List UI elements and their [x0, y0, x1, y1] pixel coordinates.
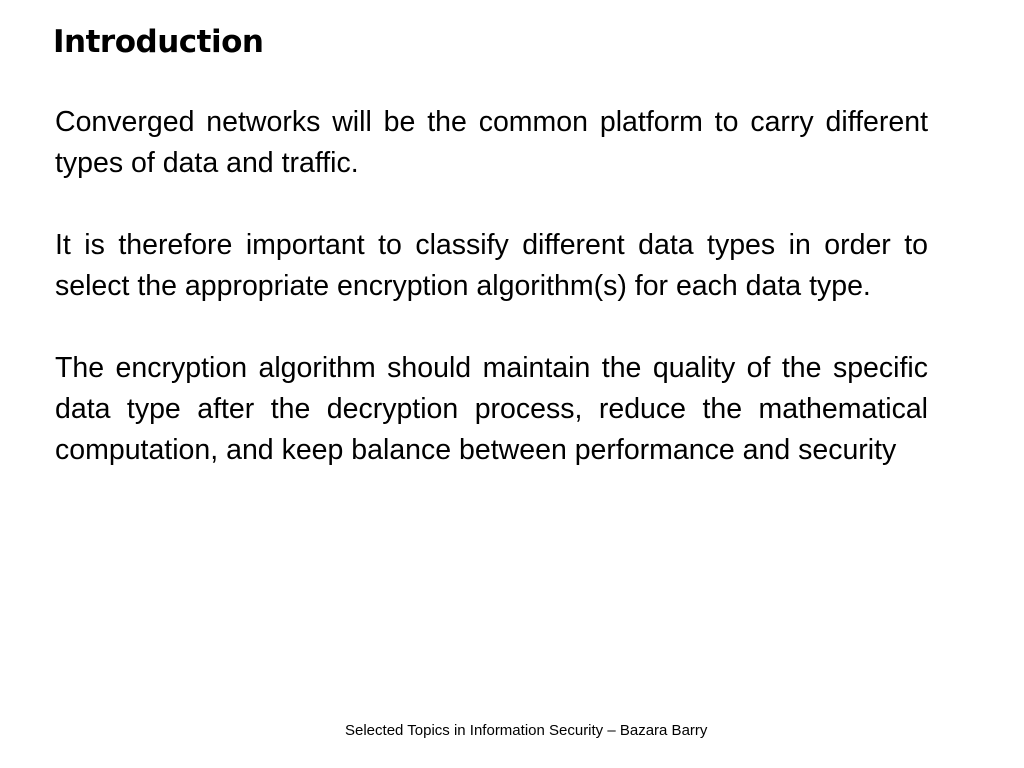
paragraph-converged-networks: Converged networks will be the common platform to carry different types of data and traffic.: [55, 106, 928, 179]
paragraph-encryption-algorithm: The encryption algorithm should maintain the quality of the specific data type after the decryption process, reduce the mathematical computation, and keep balance between performance and security: [55, 352, 928, 466]
slide-footer: Selected Topics in Information Security – Bazara Barry: [345, 722, 708, 739]
slide-title: Introduction: [53, 24, 264, 60]
paragraph-classify-data-types: It is therefore important to classify different data types in order to select the appropriate encryption algorithm(s) for each data type.: [55, 229, 928, 302]
slide-body: [55, 102, 928, 471]
